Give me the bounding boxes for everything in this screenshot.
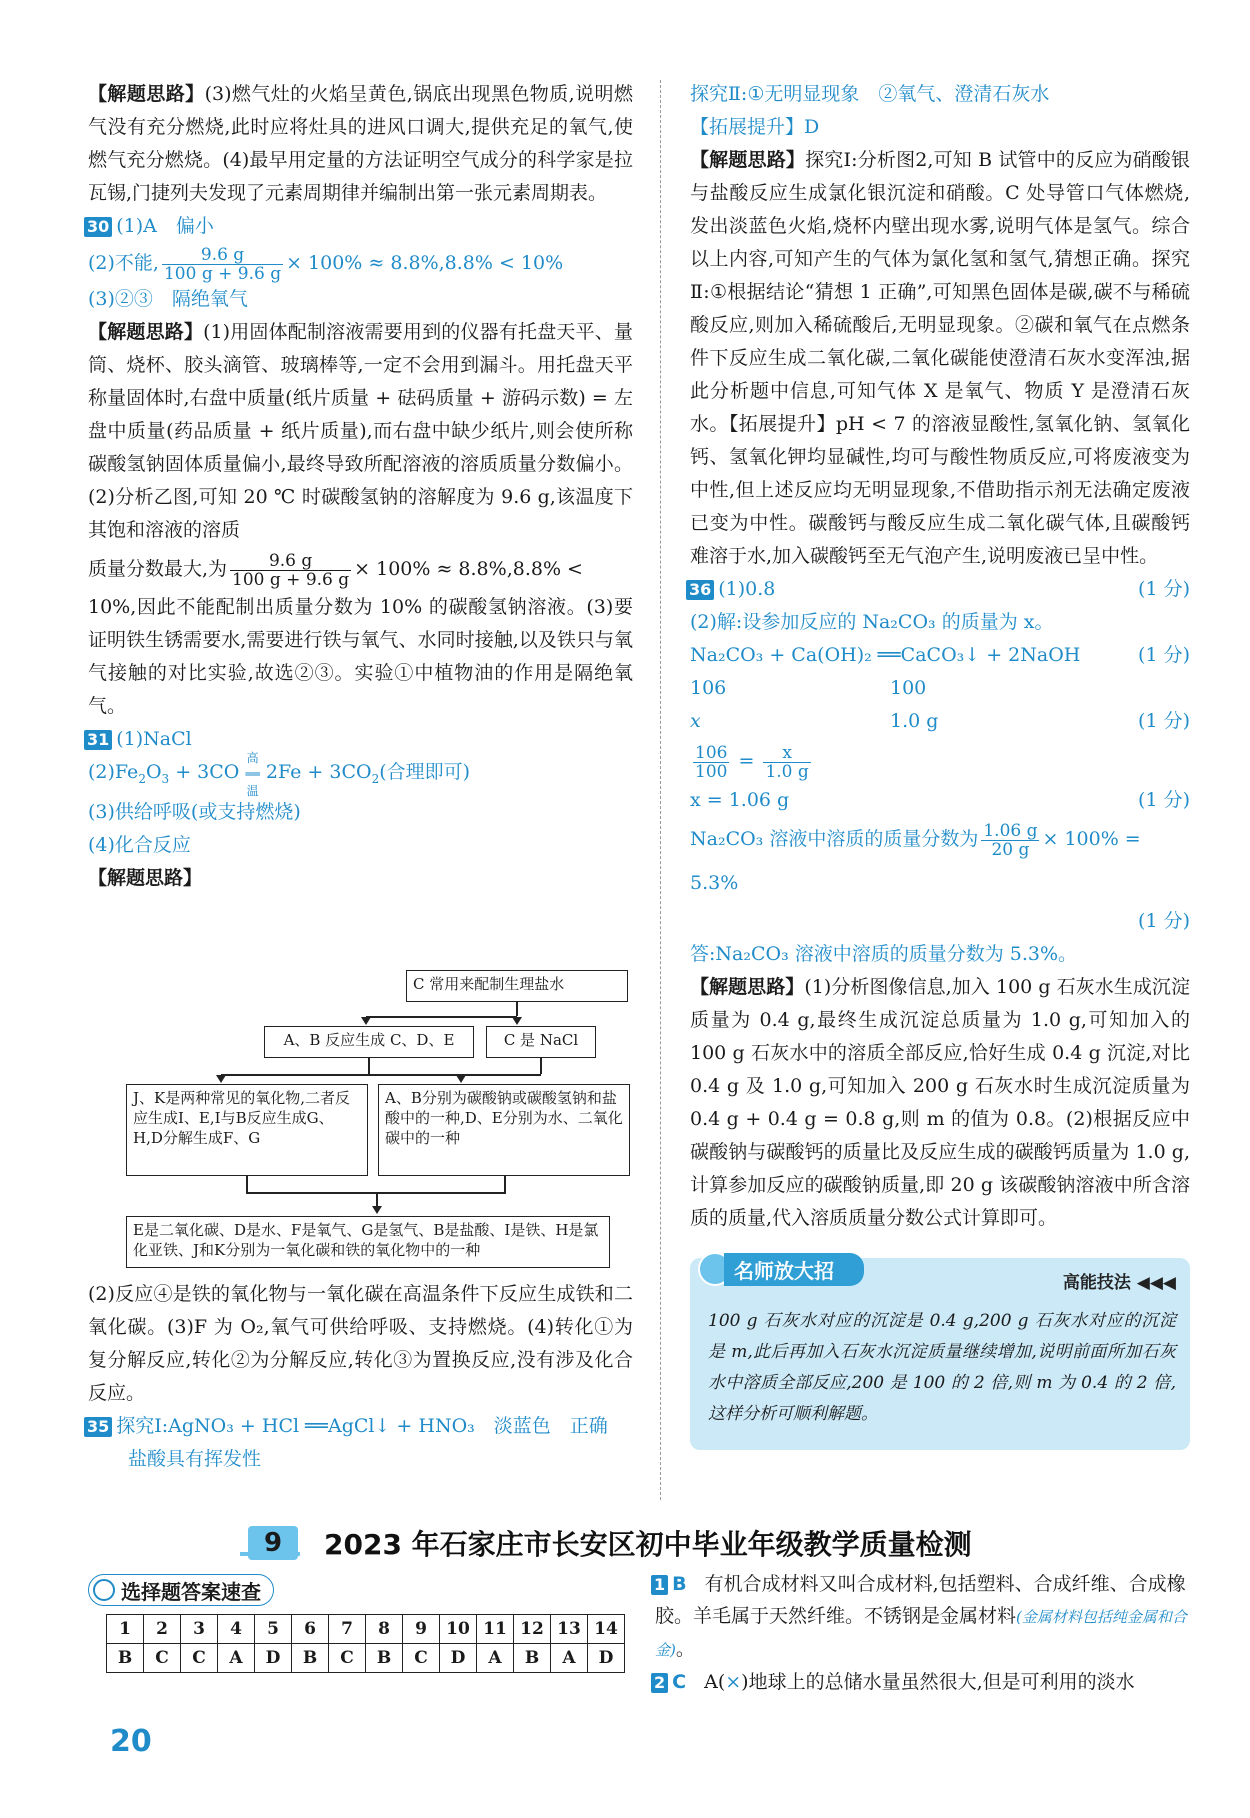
answer-table-answer-cell: D — [440, 1644, 477, 1673]
deduction-flowchart — [126, 962, 631, 1272]
answer-text: (1)A 偏小 — [116, 215, 214, 237]
answer-table-number-cell: 1 — [107, 1615, 144, 1644]
left-column — [88, 78, 633, 895]
explanation-text: (1)用固体配制溶液需要用到的仪器有托盘天平、量筒、烧杯、胶头滴管、玻璃棒等,一定不会用到漏斗。用托盘天平称量固体时,右盘中质量(纸片质量 + 砝码质量 + 游码示数) = 左盘中质量(药品质量 + 纸片质量),而右盘中缺少纸片,则会使所称碳酸氢钠固体质量偏小,最终导致所配溶液的溶质质量分数偏小。(2)分析乙图,可知 20 ℃ 时碳酸氢钠的溶解度为 9.6 g,该温度下其饱和溶液的溶质 — [88, 321, 633, 541]
answer-table-number-cell: 4 — [218, 1615, 255, 1644]
q30-explanation-end: 10%,因此不能配制出质量分数为 10% 的碳酸氢钠溶液。(3)要证明铁生锈需要水,需要进行铁与氧气、水同时接触,以及铁只与氧气接触的对比实验,故选②③。实验①中植物油的作用是隔绝氧气。 — [88, 596, 633, 717]
answer-text: (合理即可) — [379, 761, 471, 783]
answer-table-answer-cell: A — [477, 1644, 514, 1673]
q36-conclusion: 答:Na₂CO₃ 溶液中溶质的质量分数为 5.3%。 — [690, 943, 1078, 965]
fraction — [763, 744, 810, 781]
explanation-text: × 100% ≈ 8.8%,8.8% < — [354, 558, 583, 580]
denominator: 100 — [695, 761, 728, 782]
answer-letter: B — [672, 1573, 687, 1595]
answer-table-answer-cell: B — [366, 1644, 403, 1673]
flow-connector — [368, 1058, 370, 1074]
explanation-text: 。 — [675, 1638, 695, 1660]
answer-text: × 100% = 5.3% — [690, 828, 1141, 894]
question-number-31: 31 — [84, 730, 112, 750]
q36-line-4 — [690, 672, 1190, 705]
answer-table-number-cell: 2 — [144, 1615, 181, 1644]
q36-score-line — [690, 905, 1190, 938]
q31-explanation-label: 【解题思路】 — [88, 866, 203, 889]
q31-explanation-text: (2)反应④是铁的氧化物与一氧化碳在高温条件下反应生成铁和二氧化碳。(3)F 为 O₂,氧气可供给呼吸、支持燃烧。(4)转化①为复分解反应,转化②为分解反应,转化③为置换反应,没有涉及化合反应。 — [88, 1283, 633, 1404]
numerator: 9.6 g — [230, 552, 351, 571]
question-number-1: 1 — [651, 1575, 668, 1595]
answer-table-numbers-row — [107, 1615, 625, 1644]
answer-table-answer-cell: D — [255, 1644, 292, 1673]
tip-body: 100 g 石灰水对应的沉淀是 0.4 g,200 g 石灰水对应的沉淀是 m,此后再加入石灰水沉淀质量继续增加,说明前面所加石灰水中溶质全部反应,200 是 100 的 2 倍,则 m 为 0.4 的 2 倍,这样分析可顺利解题。 — [708, 1311, 1176, 1424]
mass-value: 1.0 g — [890, 710, 939, 732]
answer-table-number-cell: 11 — [477, 1615, 514, 1644]
explanation-text: (1)分析图像信息,加入 100 g 石灰水生成沉淀质量为 0.4 g,最终生成沉淀总质量为 1.0 g,可知加入的 100 g 石灰水中的溶质全部反应,恰好生成 0.4 g 沉淀,对比 0.4 g 及 1.0 g,可知加入 200 g 石灰水时生成沉淀质量为 0.4 g + 0.4 g = 0.8 g,则 m 的值为 0.8。(2)根据反应中碳酸钠与碳酸钙的质量比及反应生成的碳酸钙质量为 1.0 g,计算参加反应的碳酸钠质量,即 20 g 该碳酸钠溶液中所含溶质的质量,代入溶质质量分数公式计算即可。 — [690, 976, 1190, 1229]
answer-letter: C — [672, 1671, 687, 1693]
equation: Na₂CO₃ + Ca(OH)₂ ══CaCO₃↓ + 2NaOH — [690, 644, 1081, 666]
page-number: 20 — [110, 1724, 152, 1759]
question-number-36: 36 — [686, 580, 714, 600]
q36-line-7 — [690, 784, 1190, 817]
explanation-label: 【解题思路】 — [88, 83, 205, 105]
right-column — [690, 78, 1190, 1235]
explanation-label: 【解题思路】 — [88, 321, 204, 343]
numerator: 1.06 g — [983, 820, 1038, 841]
q36-line-2: (2)解:设参加反应的 Na₂CO₃ 的质量为 x。 — [690, 611, 1054, 633]
answer-text: (2)Fe — [88, 761, 139, 783]
question-number-35: 35 — [84, 1417, 112, 1437]
tip-tag: 高能技法 ◀◀◀ — [1062, 1273, 1176, 1293]
explanation-text: )地球上的总储水量虽然很大,但是可利用的淡水 — [741, 1671, 1135, 1693]
answer-table-answer-cell: B — [107, 1644, 144, 1673]
fraction — [230, 552, 351, 589]
q35-part2: 探究Ⅱ:①无明显现象 ②氧气、澄清石灰水 — [690, 83, 1050, 105]
question-number-2: 2 — [651, 1673, 668, 1693]
q35-explanation — [690, 144, 1190, 573]
q30-answer-1 — [88, 210, 633, 243]
fraction — [981, 822, 1039, 859]
denominator: 100 g + 9.6 g — [163, 263, 282, 284]
answer-table-answer-cell: B — [514, 1644, 551, 1673]
answer-table-number-cell: 10 — [440, 1615, 477, 1644]
flow-arrow — [216, 1075, 226, 1083]
section-title: 2023 年石家庄市长安区初中毕业年级教学质量检测 — [324, 1528, 972, 1561]
section-q1 — [655, 1568, 1195, 1666]
q35-extension: 【拓展提升】D — [690, 116, 820, 138]
answer-table-answer-cell: C — [403, 1644, 440, 1673]
answer-table — [106, 1614, 625, 1673]
answer-table-answer-cell: B — [292, 1644, 329, 1673]
answer-text: × 100% ≈ 8.8%,8.8% < 10% — [286, 252, 564, 274]
tip-title: 名师放大招 — [724, 1253, 864, 1286]
left-column-bottom — [88, 1278, 633, 1476]
numerator: 9.6 g — [162, 246, 283, 265]
flow-box-1: C 常用来配制生理盐水 — [406, 970, 628, 1002]
answer-table-number-cell: 13 — [551, 1615, 588, 1644]
q31-answer-3: (3)供给呼吸(或支持燃烧) — [88, 800, 301, 823]
condition-text: 高温 — [246, 751, 259, 798]
flow-arrow — [456, 1075, 466, 1083]
column-divider — [660, 80, 661, 1500]
flow-arrow — [361, 1017, 371, 1025]
q31-answer-1 — [88, 723, 633, 756]
flow-arrow — [372, 1206, 382, 1214]
answer-table-answers-row — [107, 1644, 625, 1673]
answer-table-number-cell: 6 — [292, 1615, 329, 1644]
flow-connector — [540, 1058, 542, 1074]
numerator: x — [763, 744, 810, 763]
score-label: (1 分) — [1138, 789, 1190, 811]
reaction-condition: 高温 ══ — [245, 758, 259, 791]
answer-text: (1)0.8 — [718, 578, 776, 600]
q35-answer — [88, 1410, 633, 1443]
quick-answer-header — [88, 1574, 274, 1606]
variable: x — [690, 710, 701, 732]
q36-line-8 — [690, 817, 1190, 905]
answer-table-number-cell: 7 — [329, 1615, 366, 1644]
fraction — [693, 744, 729, 781]
score-label: (1 分) — [1138, 644, 1190, 666]
note-text: (金属材料包括纯金属和合金) — [655, 1608, 1187, 1659]
section-number: 9 — [248, 1526, 298, 1560]
fraction — [162, 246, 283, 283]
q36-line-1 — [690, 573, 1190, 606]
flow-box-3: C 是 NaCl — [486, 1026, 596, 1058]
q30-answer-3: (3)②③ 隔绝氧气 — [88, 288, 248, 310]
teacher-tip-box — [690, 1258, 1190, 1450]
answer-table-number-cell: 14 — [588, 1615, 625, 1644]
flow-box-5: A、B分别为碳酸钠或碳酸氢钠和盐酸中的一种,D、E分别为水、二氧化碳中的一种 — [378, 1084, 630, 1176]
explanation-label: 【解题思路】 — [690, 149, 806, 171]
flow-connector — [376, 1192, 378, 1206]
explanation-text: 探究Ⅰ:分析图2,可知 B 试管中的反应为硝酸银与盐酸反应生成氯化银沉淀和硝酸。C 处导管口气体燃烧,发出淡蓝色火焰,烧杯内壁出现水雾,说明气体是氢气。综合以上内容,可知产生的气体为氯化氢和氢气,猜想正确。探究Ⅱ:①根据结论“猜想 1 正确”,可知黑色固体是碳,碳不与稀硫酸反应,则加入稀硫酸后,无明显现象。②碳和氧气在点燃条件下反应生成二氧化碳,二氧化碳能使澄清石灰水变浑浊,据此分析题中信息,可知气体 X 是氧气、物质 Y 是澄清石灰水。【拓展提升】pH < 7 的溶液显酸性,氢氧化钠、氢氧化钙、氢氧化钾均显碱性,均可与酸性物质反应,可将废液变为中性,但上述反应均无明显现象,不借助指示剂无法确定废液已变为中性。碳酸钙与酸反应生成二氧化碳气体,且碳酸钙难溶于水,加入碳酸钙至无气泡产生,说明废液已呈中性。 — [690, 149, 1190, 567]
answer-table-answer-cell: A — [551, 1644, 588, 1673]
q31-answer-2: $(2)Fe_2O_3 + 3CO$ 高温 ══ $2Fe + 3CO_2$(合理即可) — [88, 756, 633, 796]
answer-text: (2)不能, — [88, 252, 159, 274]
answer-table-answer-cell: C — [144, 1644, 181, 1673]
answer-table-number-cell: 8 — [366, 1615, 403, 1644]
target-icon — [93, 1579, 115, 1601]
q36-line-3 — [690, 639, 1190, 672]
result: x = 1.06 g — [690, 789, 790, 811]
section-header — [248, 1523, 972, 1563]
score-label: (1 分) — [1138, 910, 1190, 932]
question-number-30: 30 — [84, 217, 112, 237]
answer-text: 2Fe + 3CO — [259, 761, 372, 783]
flow-connector — [246, 1176, 248, 1192]
answer-text: + 3CO — [169, 761, 246, 783]
numerator: 106 — [695, 742, 728, 763]
answer-table-number-cell: 3 — [181, 1615, 218, 1644]
answer-table-answer-cell: D — [588, 1644, 625, 1673]
cross-mark-icon: × — [725, 1671, 742, 1693]
explanation-label: 【解题思路】 — [690, 976, 805, 998]
score-label: (1 分) — [1138, 710, 1190, 732]
q36-proportion: $\frac{106}{100}$ = $\frac{x}{1.0 g}$ — [695, 742, 809, 782]
tip-header — [698, 1252, 864, 1286]
denominator: 100 g + 9.6 g — [232, 569, 350, 590]
q30-explanation — [88, 316, 633, 547]
answer-text: (1)NaCl — [116, 728, 192, 750]
flow-arrow — [512, 1017, 522, 1025]
flow-box-4: J、K是两种常见的氧化物,二者反应生成I、E,I与B反应生成G、H,D分解生成F、G — [126, 1084, 368, 1176]
answer-table-answer-cell: A — [218, 1644, 255, 1673]
q31-answer-4: (4)化合反应 — [88, 833, 191, 856]
denominator: 1.0 g — [765, 761, 809, 782]
explanation-text: 有机合成材料又叫合成材料,包括塑料、合成纤维、合成橡胶。羊毛属于天然纤维。不锈钢是金属材料 — [655, 1573, 1186, 1627]
flow-connector — [516, 1002, 518, 1016]
flow-connector — [504, 1176, 506, 1192]
answer-text: O — [145, 761, 162, 783]
denominator: 20 g — [991, 839, 1030, 860]
answer-text: 探究Ⅰ:AgNO₃ + HCl ══AgCl↓ + HNO₃ 淡蓝色 正确 — [116, 1415, 608, 1437]
answer-table-answer-cell: C — [181, 1644, 218, 1673]
flow-connector — [366, 1016, 517, 1018]
flow-box-6: E是二氧化碳、D是水、F是氧气、G是氢气、B是盐酸、I是铁、H是氯化亚铁、J和K分别为一氧化碳和铁的氧化物中的一种 — [126, 1216, 610, 1268]
answer-table-number-cell: 12 — [514, 1615, 551, 1644]
mass-ratio: 100 — [890, 677, 927, 699]
explanation-text: (3)燃气灶的火焰呈黄色,锅底出现黑色物质,说明燃气没有充分燃烧,此时应将灶具的进风口调大,提供充足的氧气,使燃气充分燃烧。(4)最早用定量的方法证明空气成分的科学家是拉瓦锡,门捷列夫发现了元素周期律并编制出第一张元素周期表。 — [88, 83, 633, 204]
q35-answer-2: 盐酸具有挥发性 — [128, 1448, 262, 1470]
section-answers — [655, 1568, 1195, 1698]
explanation-text: A( — [704, 1671, 726, 1693]
flow-connector — [221, 1074, 541, 1076]
q36-line-5 — [690, 705, 1190, 738]
answer-table-number-cell: 5 — [255, 1615, 292, 1644]
q30-answer-2 — [88, 243, 633, 283]
answer-table-number-cell: 9 — [403, 1615, 440, 1644]
q30-explanation-formula — [88, 547, 633, 591]
quick-answer-title: 选择题答案速查 — [121, 1579, 261, 1604]
flow-box-2: A、B 反应生成 C、D、E — [264, 1026, 474, 1058]
q29-explanation — [88, 78, 633, 210]
answer-text: Na₂CO₃ 溶液中溶质的质量分数为 — [690, 828, 979, 850]
mass-ratio: 106 — [690, 677, 727, 699]
q36-explanation — [690, 971, 1190, 1235]
section-q2 — [655, 1666, 1195, 1698]
explanation-text: 质量分数最大,为 — [88, 558, 228, 580]
score-label: (1 分) — [1138, 578, 1190, 600]
answer-table-answer-cell: C — [329, 1644, 366, 1673]
